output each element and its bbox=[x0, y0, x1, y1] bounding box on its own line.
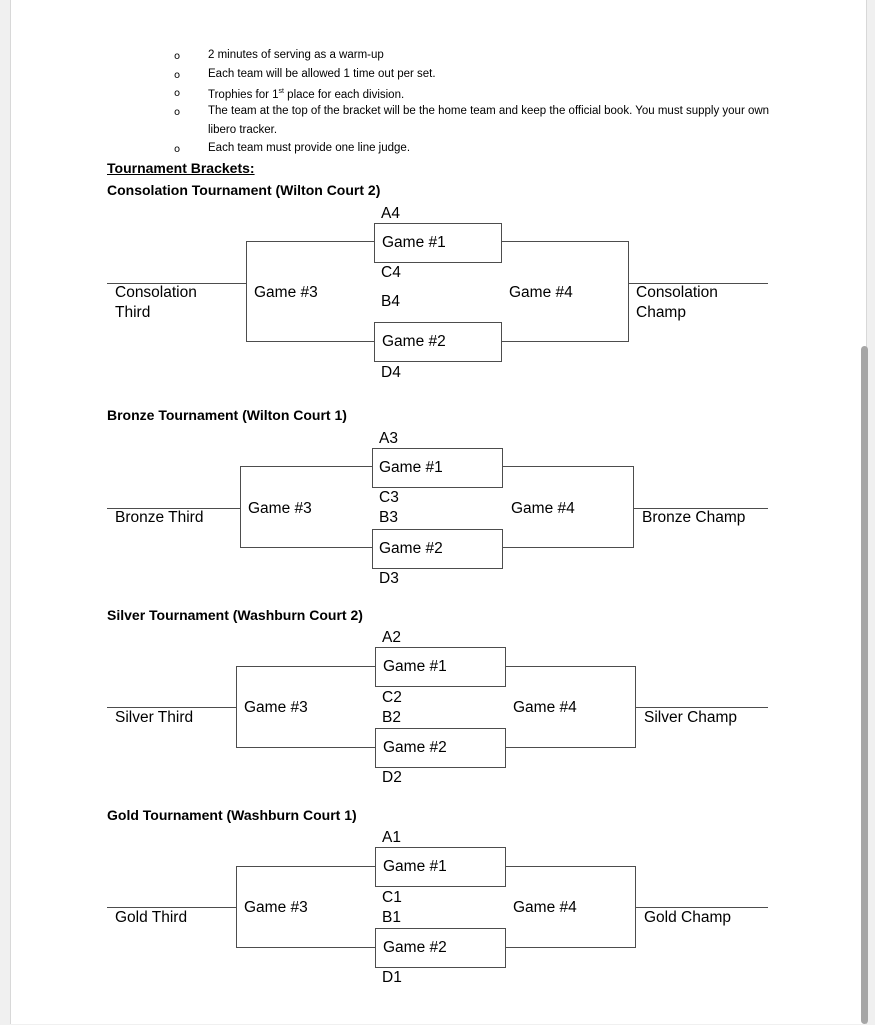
silver-bracket bbox=[0, 625, 875, 825]
game-1-box bbox=[375, 847, 506, 887]
bracket-line bbox=[506, 947, 636, 948]
game-2-box bbox=[372, 529, 503, 569]
bracket-line bbox=[246, 241, 247, 342]
bullet-marker: o bbox=[174, 144, 181, 155]
third-place-label: Gold Third bbox=[115, 909, 188, 926]
bullet-marker: o bbox=[174, 51, 181, 62]
seed-label: C4 bbox=[381, 264, 401, 281]
seed-label: C1 bbox=[382, 889, 402, 906]
seed-label: C3 bbox=[379, 489, 399, 506]
game-2-box bbox=[375, 928, 506, 968]
game-4-label: Game #4 bbox=[513, 899, 577, 916]
game-2-label: Game #2 bbox=[379, 540, 443, 557]
bracket-line bbox=[240, 466, 372, 467]
bronze-title: Bronze Tournament (Wilton Court 1) bbox=[107, 407, 347, 423]
game-3-label: Game #3 bbox=[254, 284, 318, 301]
game-4-label: Game #4 bbox=[509, 284, 573, 301]
champion-label: Gold Champ bbox=[644, 909, 732, 926]
bracket-line bbox=[236, 866, 375, 867]
rule-item: Trophies for 1st place for each division. bbox=[208, 88, 405, 101]
rule-item: 2 minutes of serving as a warm-up bbox=[208, 49, 384, 61]
bracket-line bbox=[236, 947, 375, 948]
bracket-line bbox=[506, 747, 636, 748]
bracket-line bbox=[506, 666, 636, 667]
bracket-line bbox=[236, 666, 375, 667]
third-place-label: Silver Third bbox=[115, 709, 194, 726]
third-place-label: Bronze Third bbox=[115, 509, 204, 526]
bracket-line bbox=[503, 547, 634, 548]
game-1-box bbox=[374, 223, 502, 263]
silver-title: Silver Tournament (Washburn Court 2) bbox=[107, 607, 363, 623]
seed-label: B1 bbox=[382, 909, 401, 926]
bullet-marker: o bbox=[174, 107, 181, 118]
rule-item: Each team will be allowed 1 time out per set. bbox=[208, 68, 436, 80]
bracket-line bbox=[628, 241, 629, 342]
seed-label: D2 bbox=[382, 769, 402, 786]
bracket-line bbox=[240, 466, 241, 548]
bracket-line bbox=[246, 341, 374, 342]
consolation-bracket bbox=[0, 200, 875, 400]
game-1-box bbox=[375, 647, 506, 687]
seed-label: A4 bbox=[381, 205, 400, 222]
consolation-title: Consolation Tournament (Wilton Court 2) bbox=[107, 182, 381, 198]
seed-label: A2 bbox=[382, 629, 401, 646]
champion-label: Bronze Champ bbox=[642, 509, 746, 526]
game-4-label: Game #4 bbox=[513, 699, 577, 716]
seed-label: D3 bbox=[379, 570, 399, 587]
seed-label: B4 bbox=[381, 293, 400, 310]
bronze-bracket bbox=[0, 425, 875, 625]
game-1-box bbox=[372, 448, 503, 488]
gold-bracket bbox=[0, 825, 875, 1025]
bullet-marker: o bbox=[174, 88, 181, 99]
seed-label: A1 bbox=[382, 829, 401, 846]
brackets-heading: Tournament Brackets: bbox=[107, 160, 255, 176]
champion-label: Consolation Champ bbox=[636, 284, 718, 321]
seed-label: B2 bbox=[382, 709, 401, 726]
bullet-marker: o bbox=[174, 70, 181, 81]
seed-label: C2 bbox=[382, 689, 402, 706]
game-2-box bbox=[374, 322, 502, 362]
seed-label: D1 bbox=[382, 969, 402, 986]
bracket-line bbox=[502, 341, 629, 342]
bracket-line bbox=[246, 241, 374, 242]
bracket-line bbox=[240, 547, 372, 548]
rule-item: Each team must provide one line judge. bbox=[208, 142, 411, 154]
seed-label: D4 bbox=[381, 364, 401, 381]
game-2-label: Game #2 bbox=[383, 739, 447, 756]
game-2-box bbox=[375, 728, 506, 768]
champion-label: Silver Champ bbox=[644, 709, 738, 726]
game-3-label: Game #3 bbox=[244, 899, 308, 916]
game-4-label: Game #4 bbox=[511, 500, 575, 517]
game-1-label: Game #1 bbox=[383, 658, 447, 675]
bracket-line bbox=[503, 466, 634, 467]
game-1-label: Game #1 bbox=[382, 234, 446, 251]
game-1-label: Game #1 bbox=[379, 459, 443, 476]
bracket-line bbox=[502, 241, 629, 242]
third-place-label: Consolation Third bbox=[115, 284, 197, 321]
seed-label: B3 bbox=[379, 509, 398, 526]
bracket-line bbox=[633, 466, 634, 548]
seed-label: A3 bbox=[379, 430, 398, 447]
rule-item: The team at the top of the bracket will be the home team and keep the official book. You must supply your own libero tracker. bbox=[208, 105, 770, 136]
game-1-label: Game #1 bbox=[383, 858, 447, 875]
game-3-label: Game #3 bbox=[248, 500, 312, 517]
game-2-label: Game #2 bbox=[383, 939, 447, 956]
game-2-label: Game #2 bbox=[382, 333, 446, 350]
gold-title: Gold Tournament (Washburn Court 1) bbox=[107, 807, 357, 823]
game-3-label: Game #3 bbox=[244, 699, 308, 716]
bracket-line bbox=[236, 747, 375, 748]
bracket-line bbox=[506, 866, 636, 867]
